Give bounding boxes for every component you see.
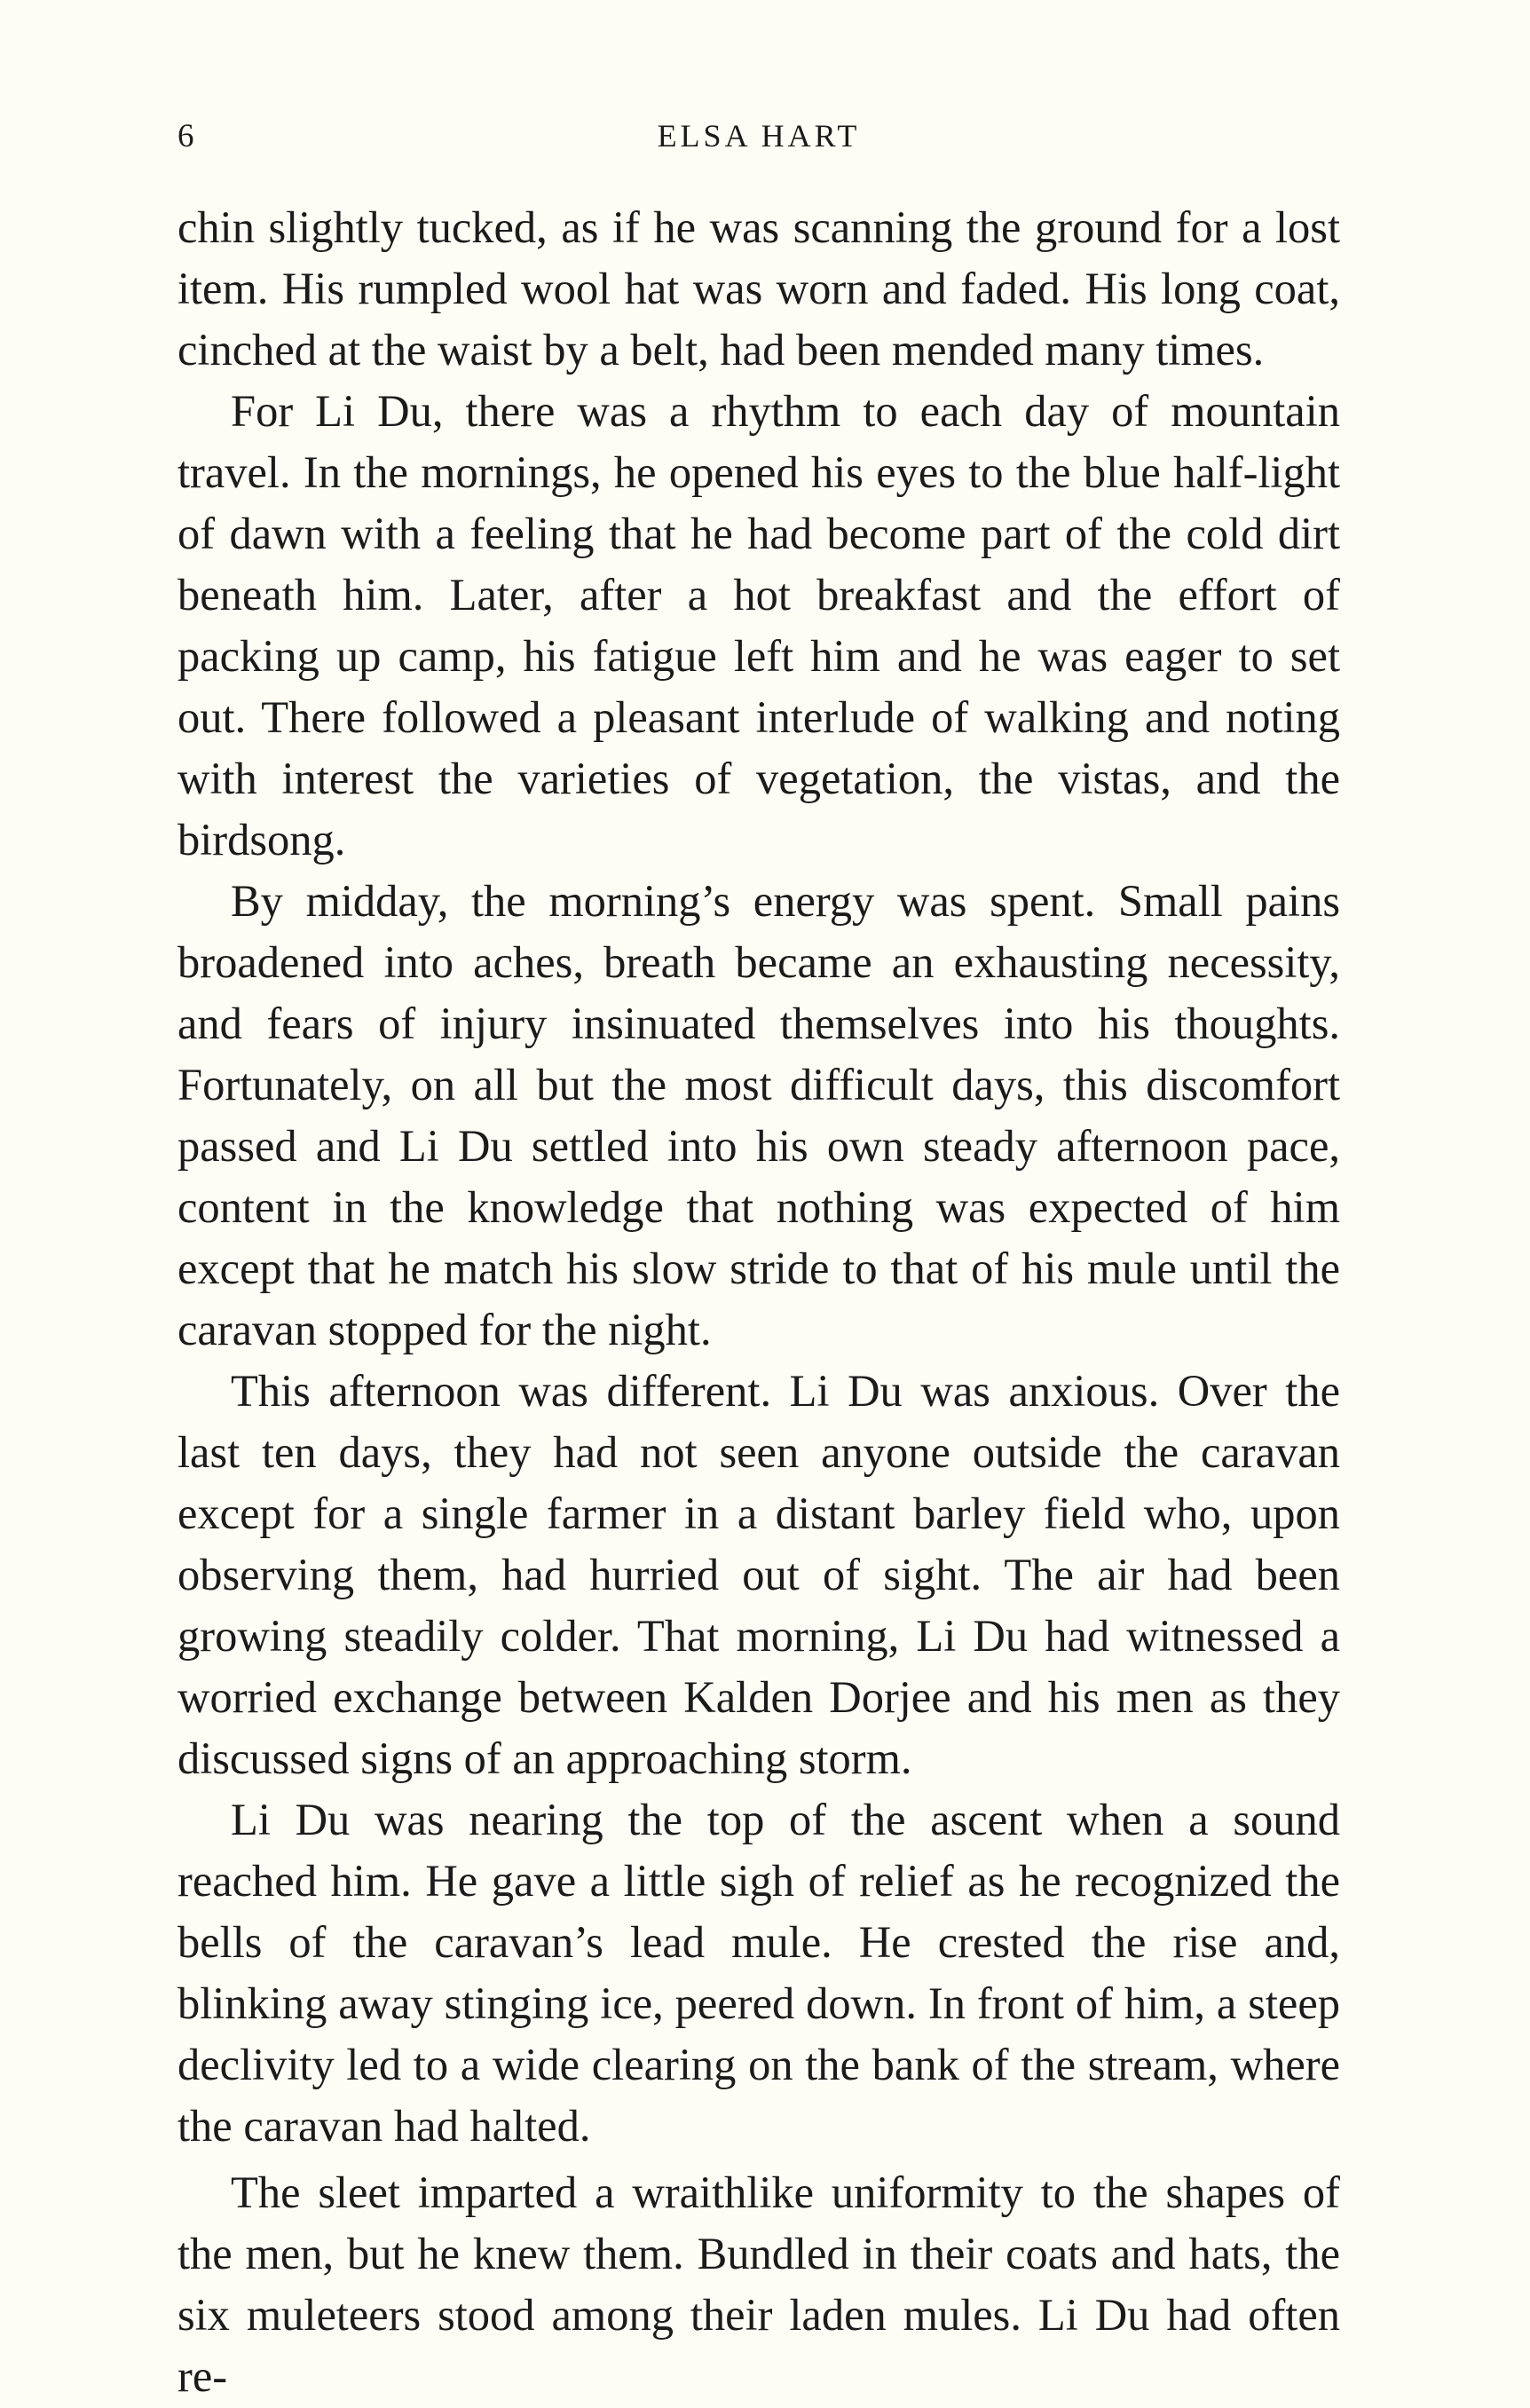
body-text [177,197,1340,2407]
paragraph-afternoon: This afternoon was different. Li Du was anxious. Over the last ten days, they had not seen anyone outside the caravan except for a single farmer in a distant barley field who, upon observing them, had hurried out of sight. The air had been growing steadily colder. That morning, Li Du had witnessed a worried exchange between Kalden Dorjee and his men as they discussed signs of an approaching storm. [177,1366,1340,1783]
running-head [177,117,1340,170]
page-number: 6 [177,118,195,154]
running-head-author: ELSA HART [657,118,861,154]
paragraph-midday: By midday, the morning’s energy was spent. Small pains broadened into aches, breath became an exhausting necessity, and fears of injury insinuated themselves into his thoughts. Fortunately, on all but the most difficult days, this discomfort passed and Li Du settled into his own steady afternoon pace, content in the knowledge that nothing was expected of him except that he match his slow stride to that of his mule until the caravan stopped for the night. [177,876,1340,1354]
paragraph-rhythm: For Li Du, there was a rhythm to each day of mountain travel. In the mornings, he opened his eyes to the blue half-light of dawn with a feeling that he had become part of the cold dirt beneath him. Later, after a hot breakfast and the effort of packing up camp, his fatigue left him and he was eager to set out. There followed a pleasant interlude of walking and noting with interest the varieties of vegetation, the vistas, and the birdsong. [177,386,1340,865]
paragraph-continuation: chin slightly tucked, as if he was scanning the ground for a lost item. His rumpled wool hat was worn and faded. His long coat, cinched at the waist by a belt, had been mended many times. [177,202,1340,375]
paragraph-ascent: Li Du was nearing the top of the ascent when a sound reached him. He gave a little sigh of relief as he recognized the bells of the caravan’s lead mule. He crested the rise and, blinking away stinging ice, peered down. In front of him, a steep declivity led to a wide clearing on the bank of the stream, where the caravan had halted. [177,1795,1340,2151]
paragraph-sleet: The sleet imparted a wraithlike uniformity to the shapes of the men, but he knew them. Bundled in their coats and hats, the six muleteers stood among their laden mules. Li Du had often re- [177,2167,1340,2401]
